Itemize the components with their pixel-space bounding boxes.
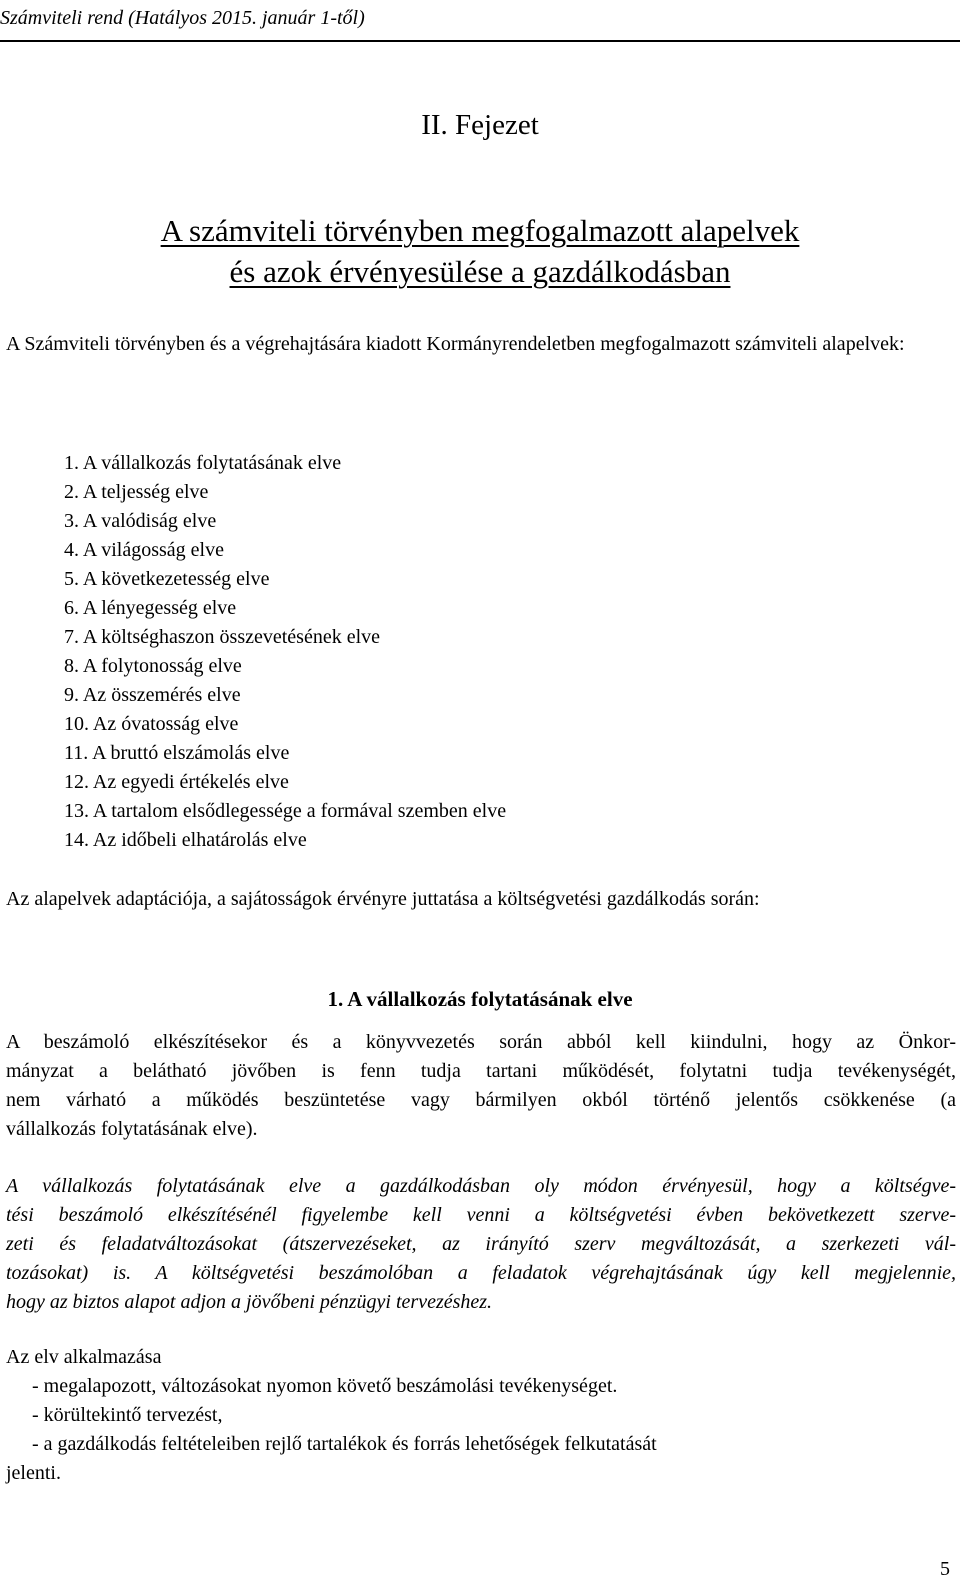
list-item: 7. A költséghaszon összevetésének elve <box>64 626 381 648</box>
paragraph-line: mányzat a belátható jövőben is fenn tudja tartani működését, folytatni tudja tevékenységét, <box>6 1060 956 1082</box>
application-end: jelenti. <box>6 1462 61 1484</box>
list-item: 13. A tartalom elsődlegessége a formával szemben elve <box>64 800 507 822</box>
paragraph-line: nem várható a működés beszüntetése vagy bármilyen okból történő jelentős csökkenése (a <box>6 1089 956 1111</box>
paragraph-line: tozásokat) is. A költségvetési beszámolóban a feladatok végrehajtásának úgy kell megjelennie, <box>6 1262 956 1284</box>
application-title: Az elv alkalmazása <box>6 1346 162 1368</box>
page-number: 5 <box>940 1558 950 1580</box>
paragraph-line: A beszámoló elkészítésekor és a könyvvezetés során abból kell kiindulni, hogy az Önkor- <box>6 1031 956 1053</box>
principles-list <box>64 449 506 855</box>
application-block <box>6 1343 956 1488</box>
running-header: Számviteli rend (Hatályos 2015. január 1-től) <box>0 7 365 29</box>
paragraph-line: zeti és feladatváltozásokat (átszervezéseket, az irányító szerv megváltozását, a szerkezeti vál- <box>6 1233 956 1255</box>
chapter-title-line-2: és azok érvényesülése a gazdálkodásban <box>229 254 731 289</box>
chapter-title-line-1: A számviteli törvényben megfogalmazott alapelvek <box>160 213 800 248</box>
list-item: 1. A vállalkozás folytatásának elve <box>64 452 342 474</box>
paragraph-italic-application <box>6 1172 956 1317</box>
paragraph-going-concern <box>6 1028 956 1144</box>
paragraph-line: hogy az biztos alapot adjon a jövőbeni pénzügyi tervezéshez. <box>6 1291 493 1313</box>
paragraph-line: tési beszámoló elkészítésénél figyelembe kell venni a költségvetési évben bekövetkezett szerve- <box>6 1204 956 1226</box>
paragraph-line: A vállalkozás folytatásának elve a gazdálkodásban oly módon érvényesül, hogy a költségve- <box>6 1175 956 1197</box>
adaptation-paragraph: Az alapelvek adaptációja, a sajátosságok érvényre juttatása a költségvetési gazdálkodás során: <box>6 888 760 910</box>
application-item: - a gazdálkodás feltételeiben rejlő tartalékok és forrás lehetőségek felkutatását <box>32 1433 657 1455</box>
list-item: 8. A folytonosság elve <box>64 655 242 677</box>
intro-paragraph: A Számviteli törvényben és a végrehajtására kiadott Kormányrendeletben megfogalmazott számviteli alapelvek: <box>6 333 905 355</box>
header-divider <box>0 40 960 42</box>
list-item: 6. A lényegesség elve <box>64 597 237 619</box>
list-item: 14. Az időbeli elhatárolás elve <box>64 829 307 851</box>
list-item: 10. Az óvatosság elve <box>64 713 239 735</box>
list-item: 5. A következetesség elve <box>64 568 270 590</box>
section-heading: 1. A vállalkozás folytatásának elve <box>327 987 633 1011</box>
list-item: 4. A világosság elve <box>64 539 224 561</box>
list-item: 11. A bruttó elszámolás elve <box>64 742 290 764</box>
list-item: 12. Az egyedi értékelés elve <box>64 771 289 793</box>
paragraph-line: vállalkozás folytatásának elve). <box>6 1118 258 1140</box>
list-item: 3. A valódiság elve <box>64 510 217 532</box>
application-item: - körültekintő tervezést, <box>32 1404 223 1426</box>
chapter-label: II. Fejezet <box>421 109 539 141</box>
list-item: 9. Az összemérés elve <box>64 684 241 706</box>
list-item: 2. A teljesség elve <box>64 481 209 503</box>
application-item: - megalapozott, változásokat nyomon követő beszámolási tevékenységet. <box>32 1375 618 1397</box>
